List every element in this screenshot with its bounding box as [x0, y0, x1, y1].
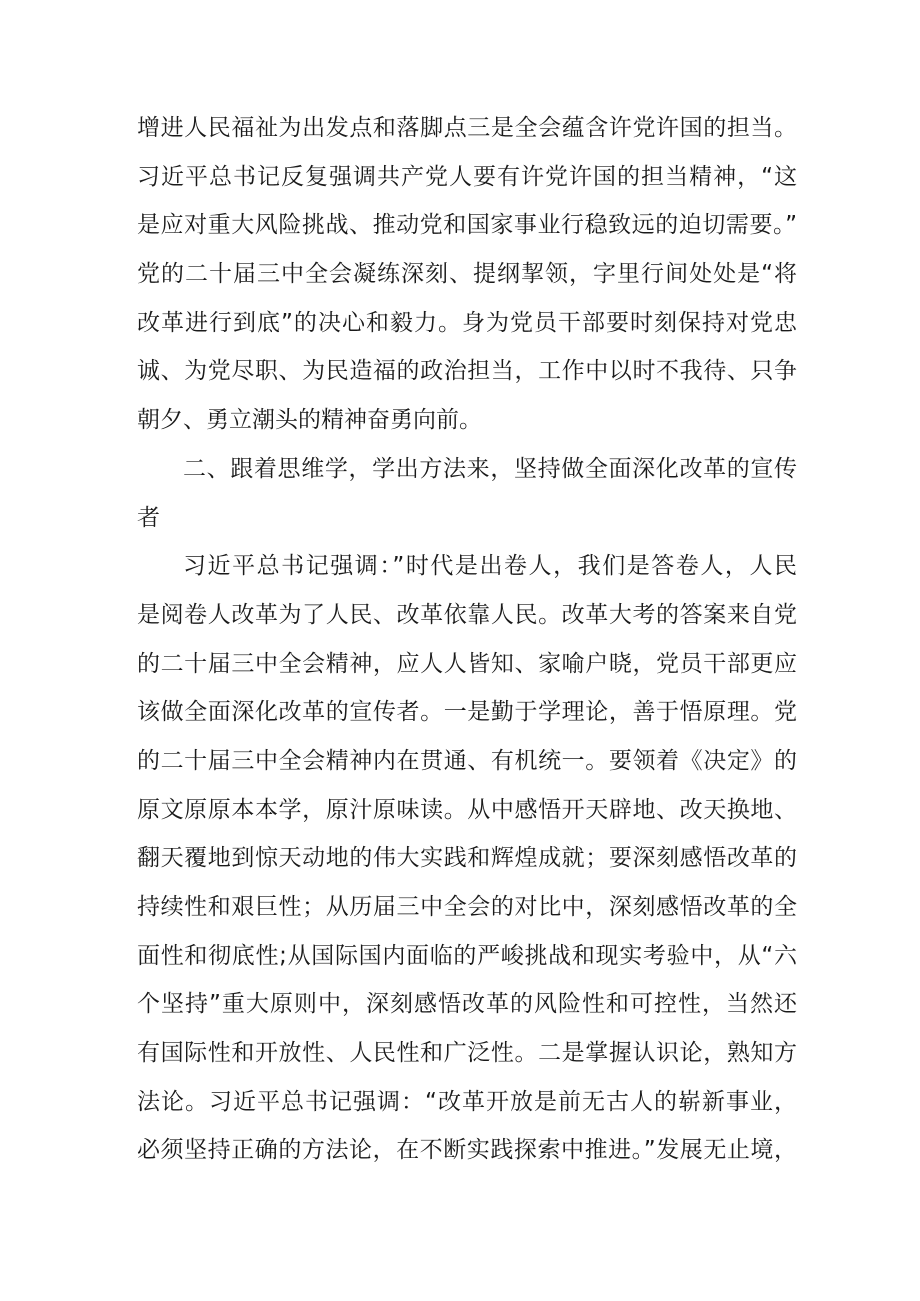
text-line: 诚、为党尽职、为民造福的政治担当，工作中以时不我待、只争 [137, 358, 797, 385]
text-line: 有国际性和开放性、人民性和广泛性。二是掌握认识论，熟知方 [137, 1040, 797, 1067]
text-line: 法论。习近平总书记强调：“改革开放是前无古人的崭新事业， [137, 1088, 797, 1115]
text-line: 增进人民福祉为出发点和落脚点三是全会蕴含许党许国的担当。 [137, 115, 797, 141]
text-line: 的二十届三中全会精神内在贯通、有机统一。要领着《决定》的 [137, 747, 797, 774]
text-line: 翻天覆地到惊天动地的伟大实践和辉煌成就；要深刻感悟改革的 [137, 845, 797, 872]
text-line: 持续性和艰巨性；从历届三中全会的对比中，深刻感悟改革的全 [137, 894, 797, 920]
text-line: 面性和彻底性;从国际国内面临的严峻挑战和现实考验中，从“六 [137, 942, 797, 969]
text-line: 朝夕、勇立潮头的精神奋勇向前。 [137, 407, 482, 434]
text-line: 是阅卷人改革为了人民、改革依靠人民。改革大考的答案来自党 [137, 601, 797, 628]
text-line: 的二十届三中全会精神，应人人皆知、家喻户晓，党员干部更应 [137, 650, 797, 677]
section-heading-line: 二、跟着思维学，学出方法来，坚持做全面深化改革的宣传 [183, 455, 797, 482]
text-line: 个坚持”重大原则中，深刻感悟改革的风险性和可控性，当然还 [137, 991, 797, 1018]
text-line: 是应对重大风险挑战、推动党和国家事业行稳致远的迫切需要。” [137, 212, 797, 239]
text-line: 必须坚持正确的方法论，在不断实践探索中推进。”发展无止境， [137, 1137, 797, 1164]
text-line: 改革进行到底”的决心和毅力。身为党员干部要时刻保持对党忠 [137, 309, 797, 336]
text-line: 习近平总书记强调：”时代是出卷人，我们是答卷人，人民 [183, 553, 797, 580]
body-text [137, 104, 797, 1175]
text-line: 习近平总书记反复强调共产党人要有许党许国的担当精神，“这 [137, 163, 797, 190]
text-line: 该做全面深化改革的宣传者。一是勤于学理论，善于悟原理。党 [137, 699, 797, 726]
text-line: 党的二十届三中全会凝练深刻、提纲挈领，字里行间处处是“将 [137, 261, 797, 288]
text-line: 原文原原本本学，原汁原味读。从中感悟开天辟地、改天换地、 [137, 796, 797, 823]
section-heading-line: 者 [137, 504, 160, 531]
